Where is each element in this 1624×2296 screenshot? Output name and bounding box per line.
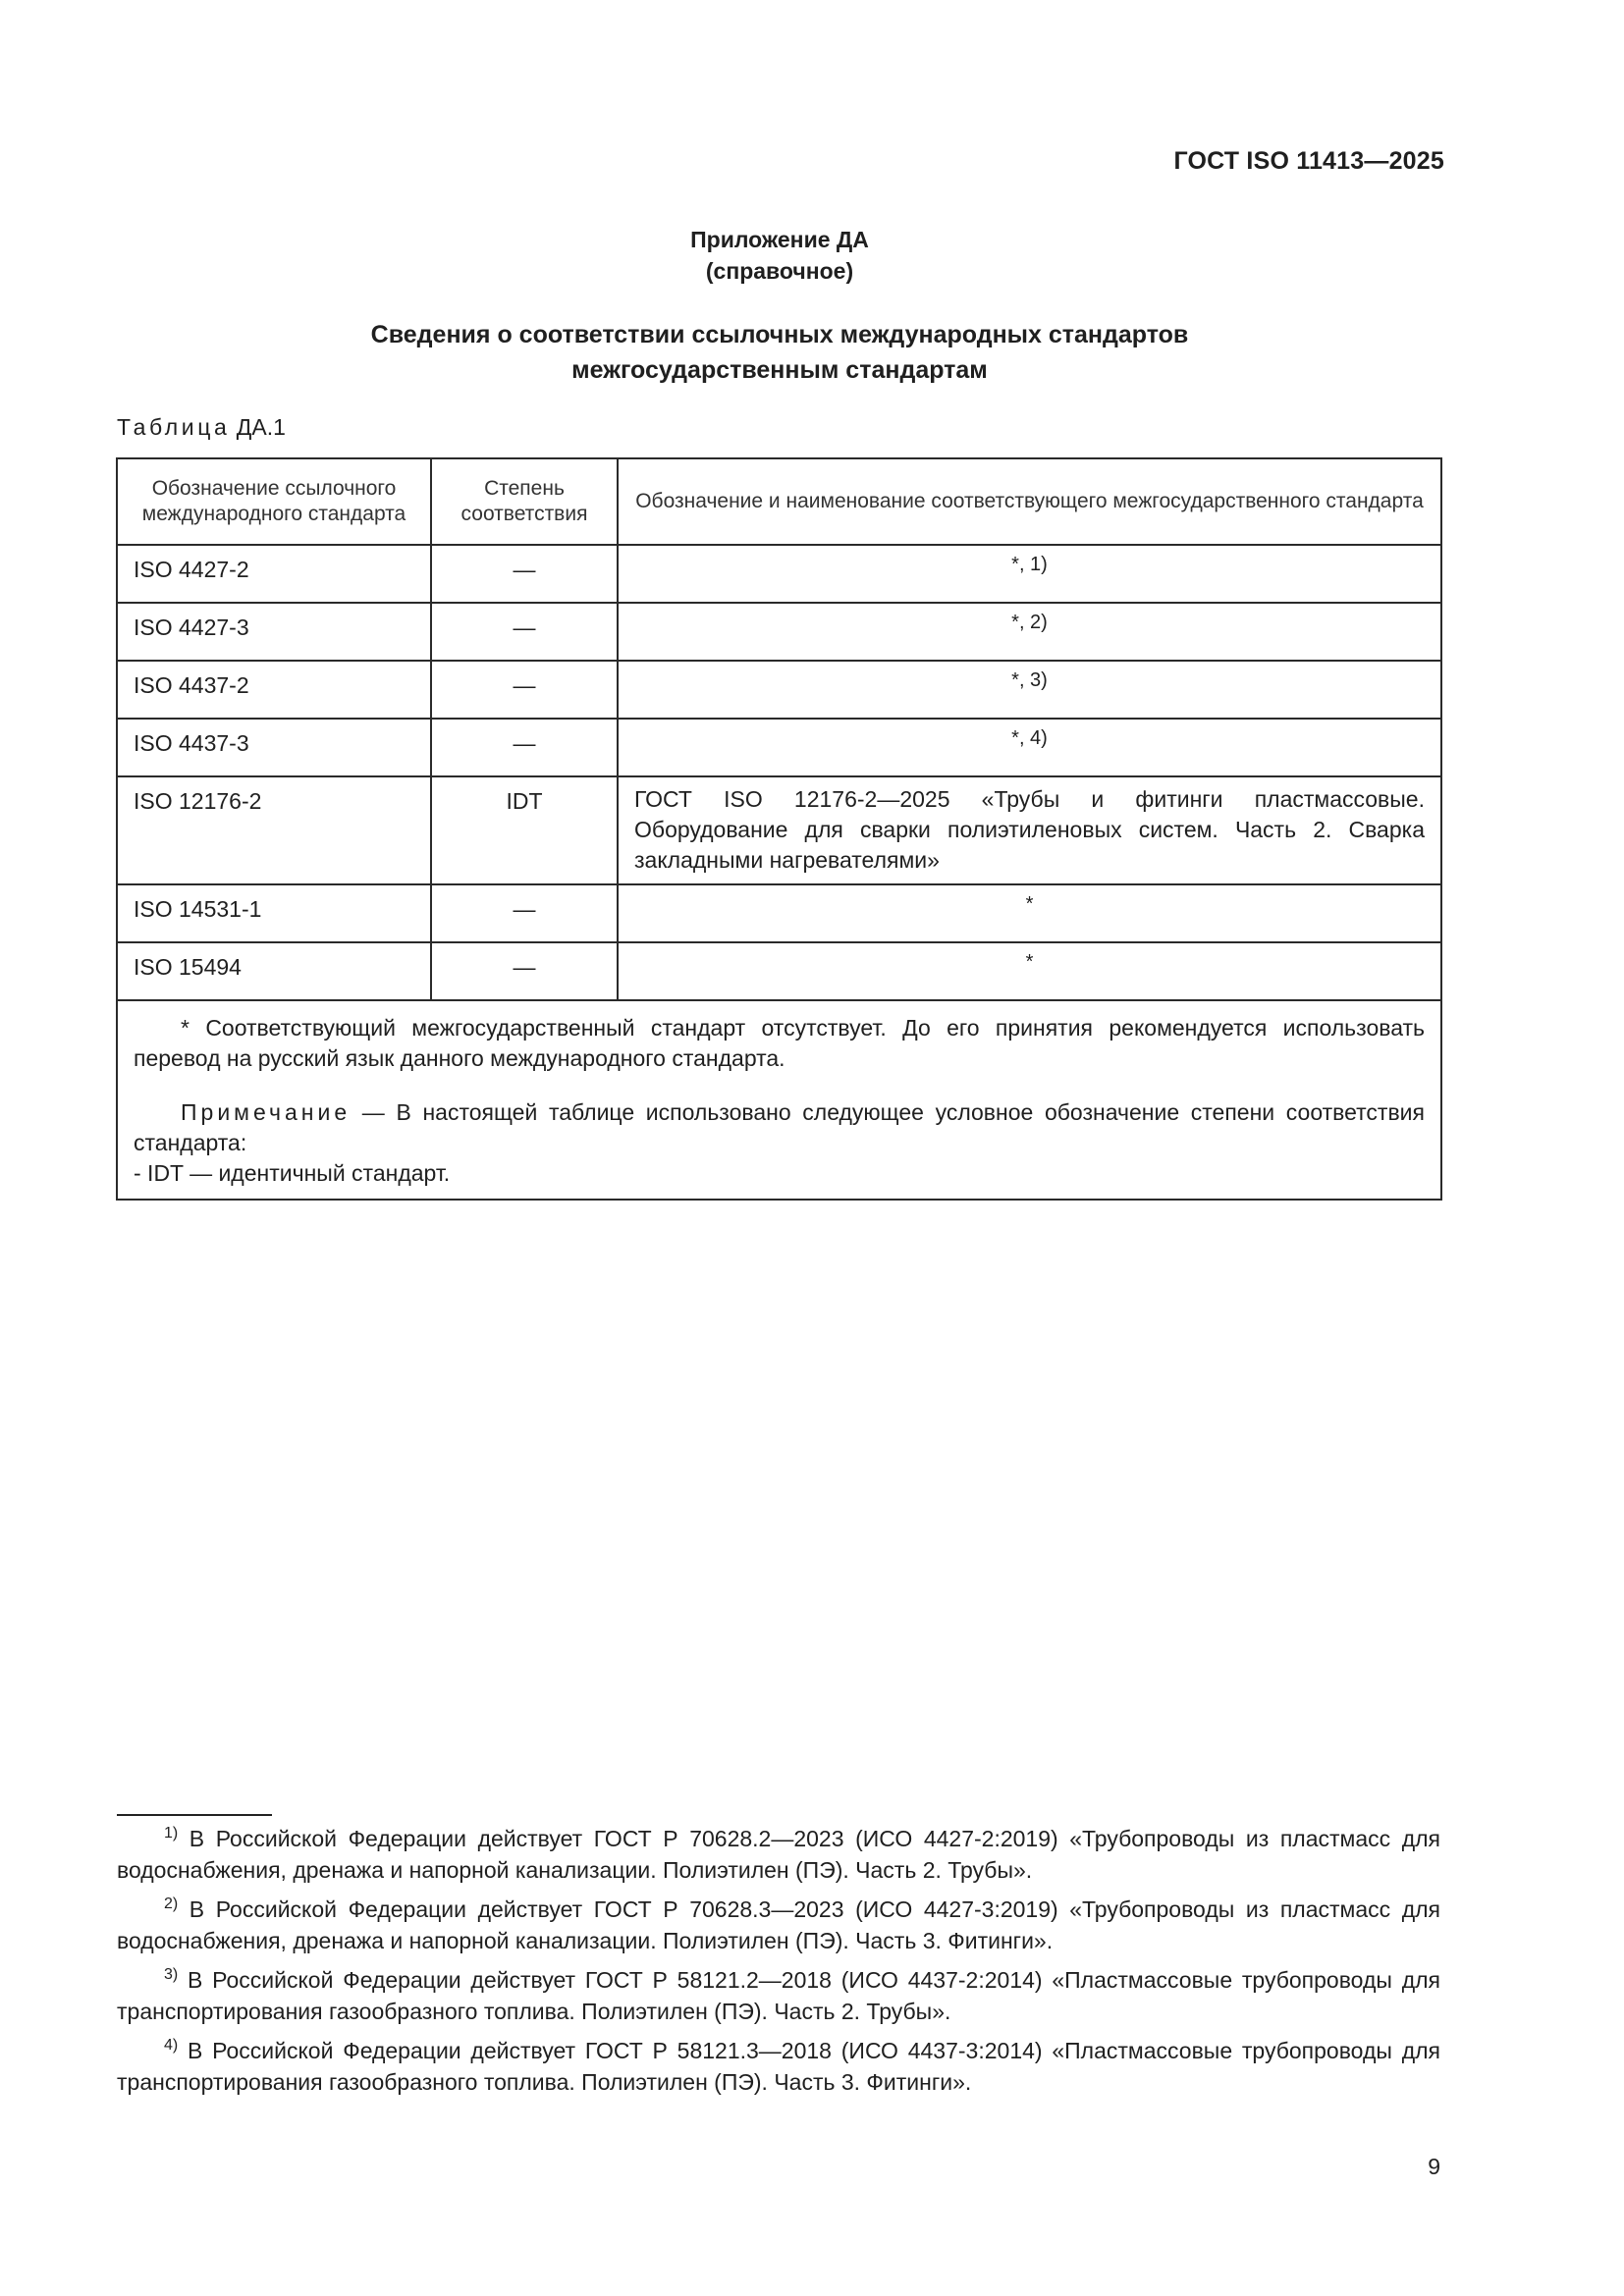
footnote-text: В Российской Федерации действует ГОСТ Р 58121.2—2018 (ИСО 4437-2:2014) «Пластмассовые трубопроводы для транспортирования газообразного топлива. Полиэтилен (ПЭ). Часть 2. Трубы». — [117, 1967, 1440, 2024]
reference-cell: *, 1) — [618, 545, 1441, 603]
annex-subtitle: (справочное) — [705, 258, 854, 284]
table-row — [117, 603, 1441, 661]
table-footnote-star: * Соответствующий межгосударственный стандарт отсутствует. До его принятия рекомендуется использовать перевод на русский язык данного международного стандарта. — [134, 1015, 1425, 1071]
page-number: 9 — [1428, 2154, 1440, 2179]
footnote-divider — [117, 1814, 272, 1816]
annex-title: Приложение ДА — [690, 227, 869, 252]
document-code: ГОСТ ISO 11413—2025 — [1173, 147, 1444, 175]
degree-cell: — — [431, 884, 618, 942]
degree-cell: — — [431, 942, 618, 1000]
table-header-row — [117, 458, 1441, 545]
table-footer-row — [117, 1000, 1441, 1200]
footnote — [117, 1964, 1440, 2027]
reference-cell: ГОСТ ISO 12176-2—2025 «Трубы и фитинги пластмассовые. Оборудование для сварки полиэтиленовых систем. Часть 2. Сварка закладными нагревателями» — [618, 776, 1441, 884]
footnote-text: В Российской Федерации действует ГОСТ Р 70628.3—2023 (ИСО 4427-3:2019) «Трубопроводы из пластмасс для водоснабжения, дренажа и напорной канализации. Полиэтилен (ПЭ). Часть 3. Фитинги». — [117, 1896, 1440, 1953]
table-caption — [117, 414, 286, 441]
footnote-mark: 3) — [164, 1966, 179, 1983]
standard-code-cell: ISO 4437-3 — [117, 719, 431, 776]
degree-cell: IDT — [431, 776, 618, 884]
reference-cell: * — [618, 942, 1441, 1000]
degree-cell: — — [431, 661, 618, 719]
footnote-text: В Российской Федерации действует ГОСТ Р 58121.3—2018 (ИСО 4437-3:2014) «Пластмассовые трубопроводы для транспортирования газообразного топлива. Полиэтилен (ПЭ). Часть 3. Фитинги». — [117, 2038, 1440, 2095]
table-footer — [117, 1000, 1441, 1200]
footnote-mark: 1) — [164, 1825, 179, 1842]
degree-cell: — — [431, 545, 618, 603]
annex-heading — [0, 224, 1559, 287]
standard-code-cell: ISO 4437-2 — [117, 661, 431, 719]
table-row — [117, 661, 1441, 719]
footnotes — [117, 1823, 1440, 2106]
reference-cell: *, 2) — [618, 603, 1441, 661]
table-row — [117, 776, 1441, 884]
footnote — [117, 1823, 1440, 1886]
footnote-mark: 4) — [164, 2037, 179, 2054]
section-title — [0, 317, 1559, 388]
note-label: Примечание — [181, 1099, 352, 1125]
table-caption-prefix: Таблица — [117, 414, 231, 440]
standard-code-cell: ISO 12176-2 — [117, 776, 431, 884]
standard-code-cell: ISO 15494 — [117, 942, 431, 1000]
footnote — [117, 1894, 1440, 1956]
table-note — [134, 1097, 1425, 1158]
table-caption-number: ДА.1 — [236, 414, 286, 440]
standard-code-cell: ISO 4427-2 — [117, 545, 431, 603]
section-title-line-2: межгосударственным стандартам — [571, 356, 988, 384]
footnote-text: В Российской Федерации действует ГОСТ Р 70628.2—2023 (ИСО 4427-2:2019) «Трубопроводы из пластмасс для водоснабжения, дренажа и напорной канализации. Полиэтилен (ПЭ). Часть 2. Трубы». — [117, 1826, 1440, 1883]
table-row — [117, 884, 1441, 942]
reference-cell: *, 3) — [618, 661, 1441, 719]
note-list-item: - IDT — идентичный стандарт. — [134, 1160, 451, 1186]
standard-code-cell: ISO 4427-3 — [117, 603, 431, 661]
table-row — [117, 719, 1441, 776]
header-cell: Обозначение и наименование соответствующего межгосударственного стандарта — [618, 458, 1441, 545]
standard-code-cell: ISO 14531-1 — [117, 884, 431, 942]
table-row — [117, 942, 1441, 1000]
reference-cell: * — [618, 884, 1441, 942]
reference-cell: *, 4) — [618, 719, 1441, 776]
header-cell: Обозначение ссылочного международного стандарта — [117, 458, 431, 545]
degree-cell: — — [431, 719, 618, 776]
header-cell: Степень соответствия — [431, 458, 618, 545]
table-row — [117, 545, 1441, 603]
correspondence-table — [116, 457, 1442, 1201]
degree-cell: — — [431, 603, 618, 661]
note-text: — В настоящей таблице использовано следующее условное обозначение степени соответствия стандарта: — [134, 1099, 1425, 1155]
footnote — [117, 2035, 1440, 2098]
footnote-mark: 2) — [164, 1896, 179, 1912]
section-title-line-1: Сведения о соответствии ссылочных международных стандартов — [370, 321, 1189, 348]
